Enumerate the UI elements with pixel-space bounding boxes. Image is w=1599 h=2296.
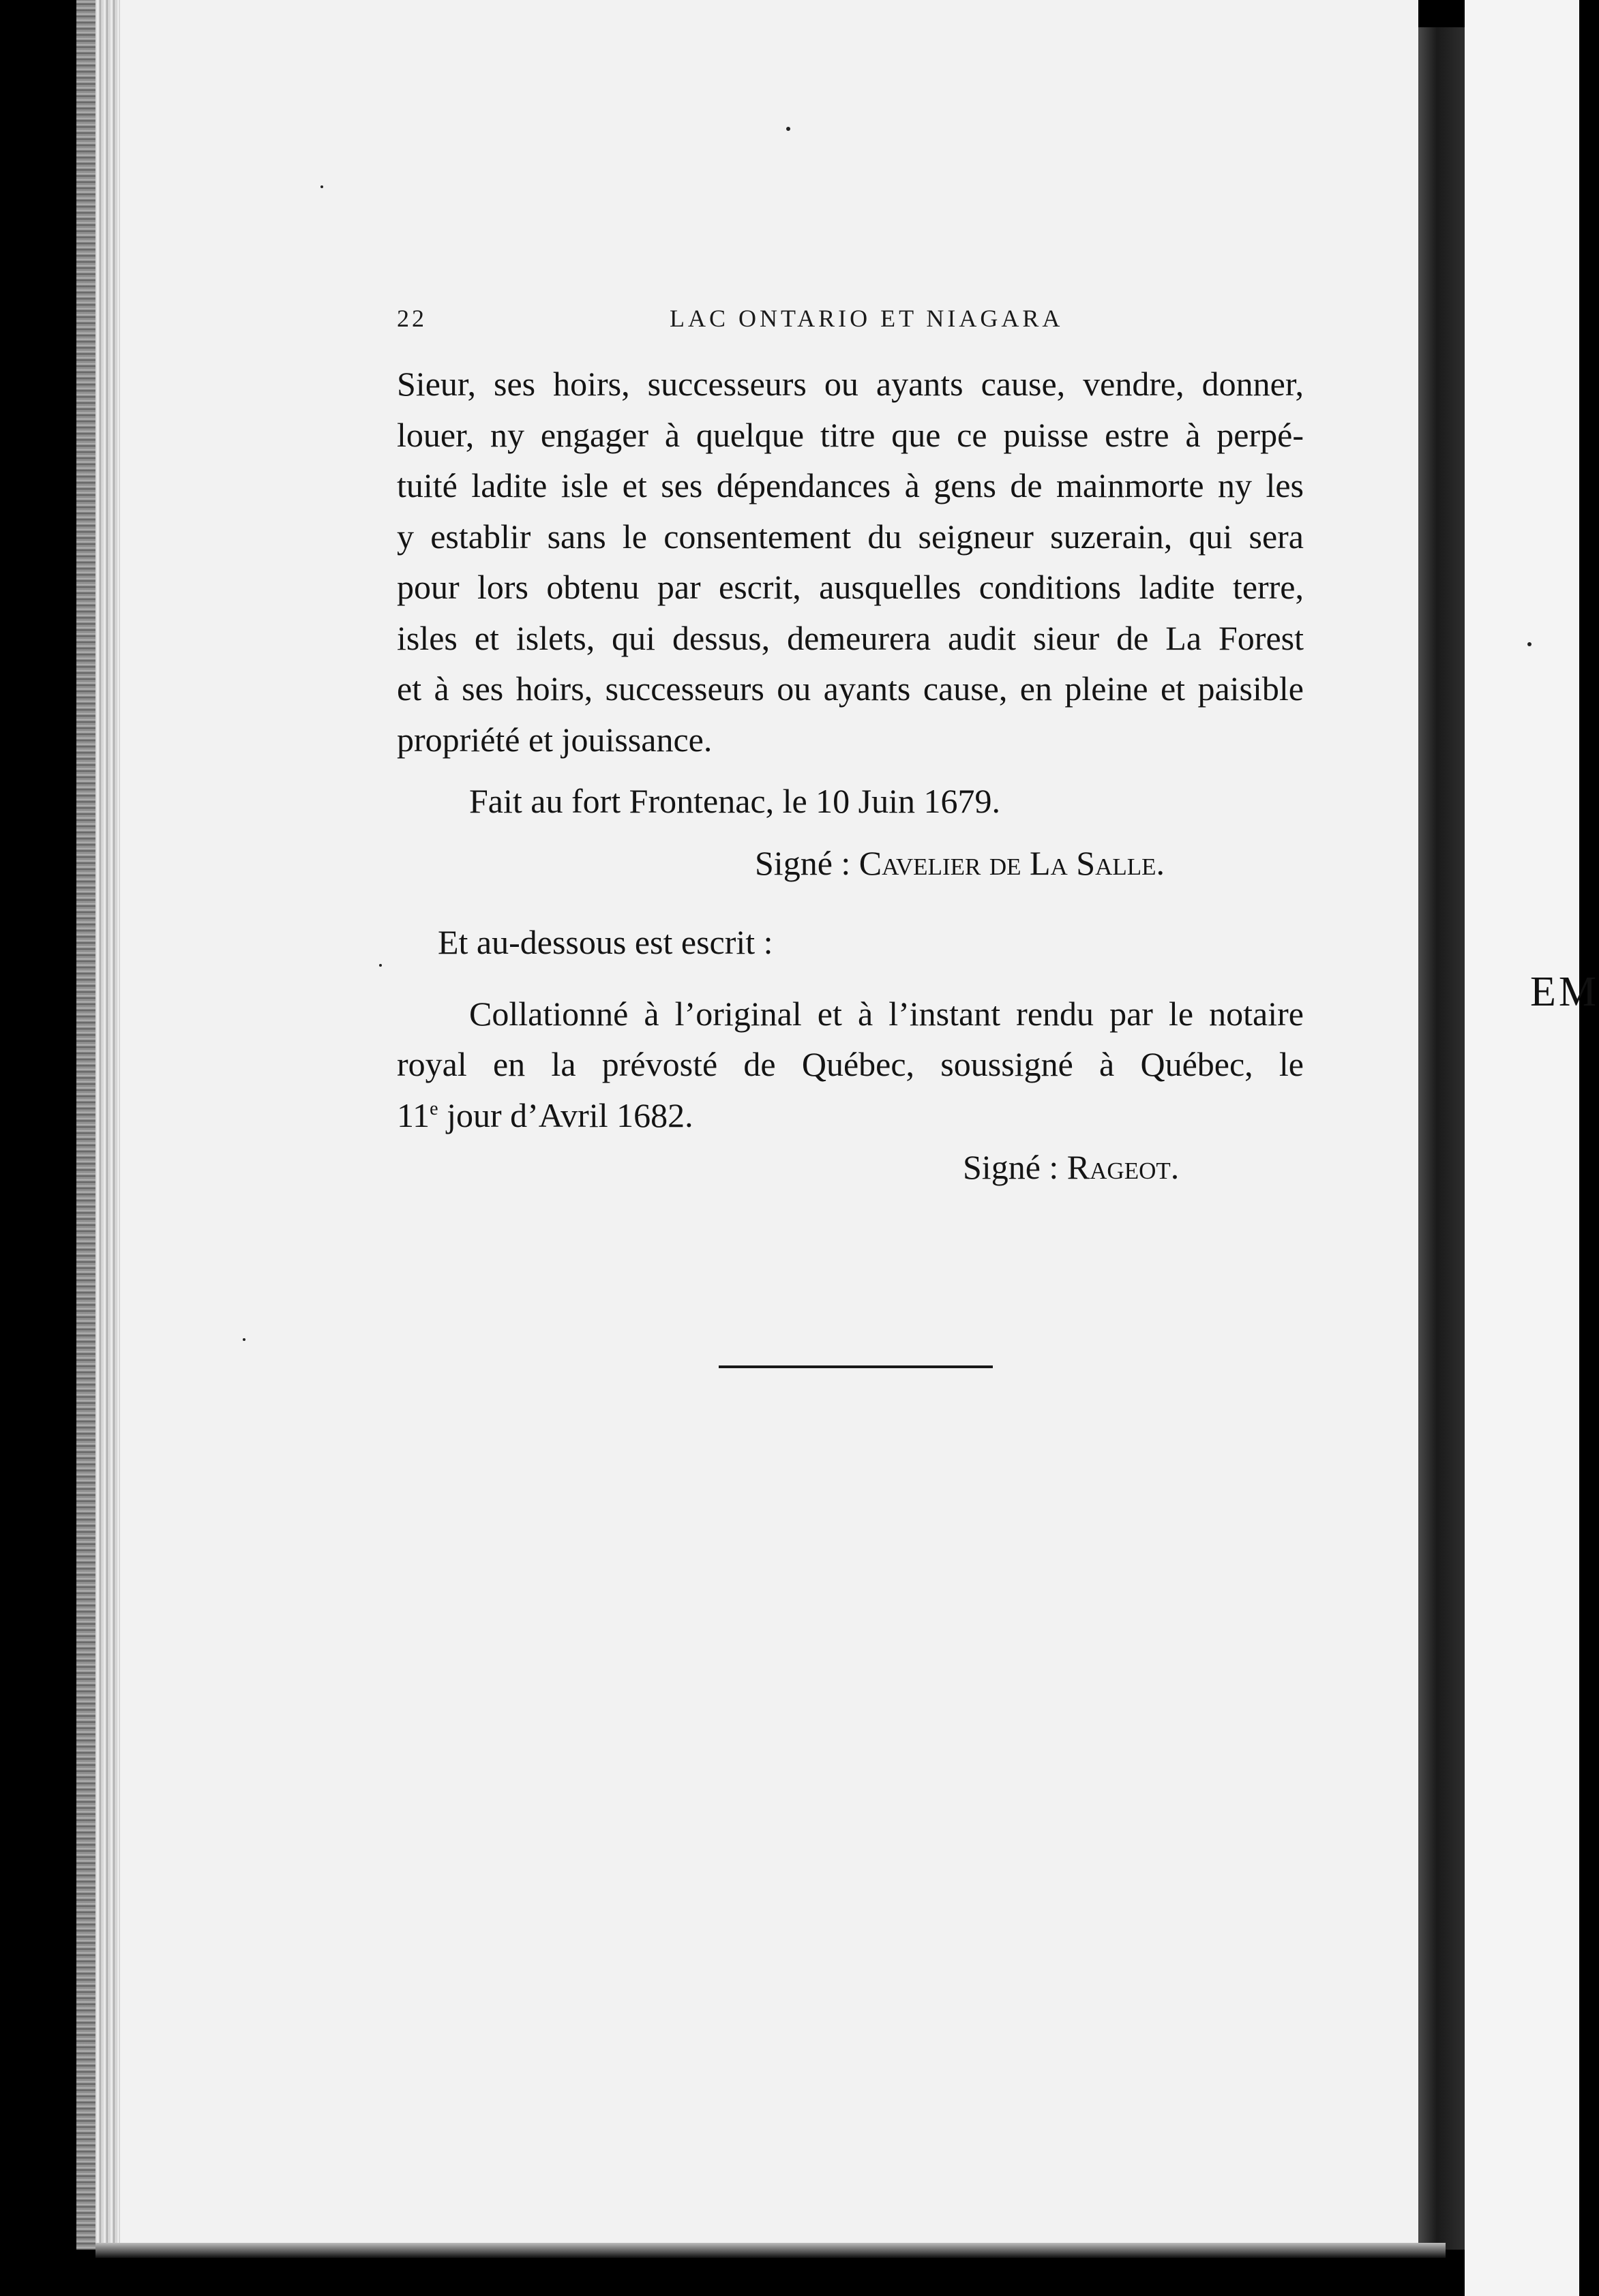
- text-line: tuité ladite isle et ses dépendances à gens de mainmorte ny les: [397, 466, 1304, 504]
- end-rule: [719, 1365, 993, 1368]
- paper-speck: [243, 1338, 245, 1341]
- running-title: LAC ONTARIO ET NIAGARA: [670, 305, 1064, 332]
- page-edges-left: [76, 0, 95, 2250]
- dated-line: Fait au fort Frontenac, le 10 Juin 1679.: [469, 782, 1001, 820]
- subscript-intro: Et au-dessous est escrit :: [438, 923, 773, 961]
- facing-page: [1465, 0, 1579, 2296]
- paper-speck: [1527, 642, 1531, 646]
- signature-prefix: Signé :: [755, 843, 859, 882]
- text-line: propriété et jouissance.: [397, 720, 713, 759]
- ordinal-suffix: e: [430, 1098, 438, 1119]
- page-text: [397, 359, 1304, 1193]
- paper-speck: [320, 185, 323, 188]
- paragraph-collation: [397, 988, 1304, 1141]
- page-edges-left-inner: [95, 0, 120, 2250]
- running-header: [397, 304, 1304, 333]
- signature-rageot: [397, 1142, 1304, 1193]
- date-rest: jour d’Avril 1682.: [438, 1096, 693, 1134]
- text-line: [397, 1090, 1304, 1141]
- text-line: isles et islets, qui dessus, demeurera audit sieur de La Forest: [397, 618, 1304, 657]
- paper-speck: [379, 964, 382, 967]
- signatory-name: Rageot.: [1066, 1148, 1180, 1186]
- gutter-shadow: [1418, 27, 1465, 2250]
- paragraph-continuation: [397, 359, 1304, 765]
- day-number: 11: [397, 1096, 430, 1134]
- page-number: 22: [397, 305, 427, 332]
- text-line: y establir sans le consentement du seigneur suzerain, qui sera: [397, 517, 1304, 556]
- facing-page-fragment: EM: [1530, 969, 1599, 1015]
- text-line: louer, ny engager à quelque titre que ce puisse estre à perpé-: [397, 415, 1304, 454]
- text-line: royal en la prévosté de Québec, soussigné à Québec, le: [397, 1045, 1304, 1083]
- signatory-name: Cavelier de La Salle.: [858, 843, 1165, 882]
- text-line: Collationné à l’original et à l’instant rendu par le notaire: [469, 994, 1304, 1033]
- text-line: et à ses hoirs, successeurs ou ayants cause, en pleine et paisible: [397, 669, 1304, 708]
- signature-la-salle: [397, 838, 1304, 889]
- text-line: Sieur, ses hoirs, successeurs ou ayants cause, vendre, donner,: [397, 365, 1304, 403]
- signature-prefix: Signé :: [963, 1148, 1067, 1186]
- page-bottom-edge: [95, 2243, 1446, 2258]
- text-line: pour lors obtenu par escrit, ausquelles conditions ladite terre,: [397, 568, 1304, 606]
- paper-speck: [786, 127, 790, 131]
